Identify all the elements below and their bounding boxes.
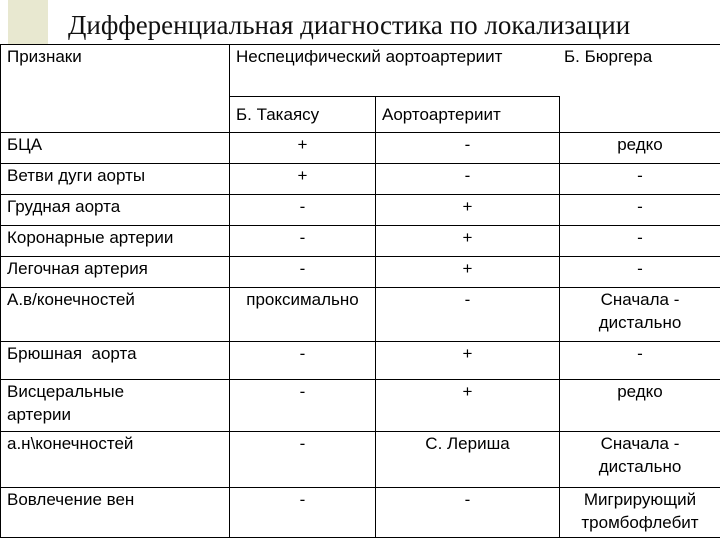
table-row [1, 432, 720, 488]
cell-aorto: + [376, 257, 560, 288]
cell-buerger: - [560, 342, 720, 380]
cell-aorto: - [376, 133, 560, 164]
cell-aorto: С. Лериша [376, 432, 560, 488]
row-label: Ветви дуги аорты [1, 164, 230, 195]
header-nonspecific-label: Неспецифический аортоартериит [236, 47, 503, 66]
cell-aorto: - [376, 288, 560, 342]
cell-buerger: редко [560, 380, 720, 432]
cell-aorto: - [376, 488, 560, 538]
cell-takayasu: проксимально [230, 288, 376, 342]
header-row [1, 45, 720, 97]
cell-buerger: - [560, 226, 720, 257]
table-row [1, 342, 720, 380]
row-label: А.в/конечностей [1, 288, 230, 342]
cell-buerger: редко [560, 133, 720, 164]
cell-aorto: + [376, 226, 560, 257]
table-row [1, 164, 720, 195]
header-takayasu: Б. Такаясу [230, 97, 376, 133]
cell-takayasu: - [230, 432, 376, 488]
header-signs: Признаки [1, 45, 230, 133]
cell-takayasu: + [230, 164, 376, 195]
row-label: Висцеральные артерии [1, 380, 230, 432]
row-label: Вовлечение вен [1, 488, 230, 538]
header-buerger-label: Б. Бюргера [564, 47, 653, 66]
cell-buerger: - [560, 257, 720, 288]
table-row [1, 488, 720, 538]
cell-buerger: Мигрирующий тромбофлебит [560, 488, 720, 538]
table-row [1, 133, 720, 164]
table-row [1, 288, 720, 342]
table-row [1, 380, 720, 432]
decorative-bar [8, 0, 48, 44]
row-label: БЦА [1, 133, 230, 164]
table-row [1, 226, 720, 257]
cell-takayasu: + [230, 133, 376, 164]
cell-buerger: - [560, 164, 720, 195]
cell-takayasu: - [230, 195, 376, 226]
cell-takayasu: - [230, 488, 376, 538]
cell-buerger: Сначала - дистально [560, 288, 720, 342]
header-buerger [560, 45, 720, 133]
row-label: Легочная артерия [1, 257, 230, 288]
table-row [1, 195, 720, 226]
page-title: Дифференциальная диагностика по локализации [68, 10, 631, 40]
cell-aorto: + [376, 195, 560, 226]
table-row [1, 257, 720, 288]
cell-buerger: Сначала - дистально [560, 432, 720, 488]
row-label: Грудная аорта [1, 195, 230, 226]
diagnosis-table [0, 44, 720, 538]
row-label: Брюшная аорта [1, 342, 230, 380]
cell-aorto: + [376, 380, 560, 432]
cell-takayasu: - [230, 226, 376, 257]
header-aortoarteritis: Аортоартериит [376, 97, 560, 133]
cell-takayasu: - [230, 257, 376, 288]
row-label: Коронарные артерии [1, 226, 230, 257]
row-label: а.н\конечностей [1, 432, 230, 488]
header-nonspecific [230, 45, 560, 97]
cell-takayasu: - [230, 342, 376, 380]
cell-buerger: - [560, 195, 720, 226]
cell-takayasu: - [230, 380, 376, 432]
cell-aorto: + [376, 342, 560, 380]
cell-aorto: - [376, 164, 560, 195]
